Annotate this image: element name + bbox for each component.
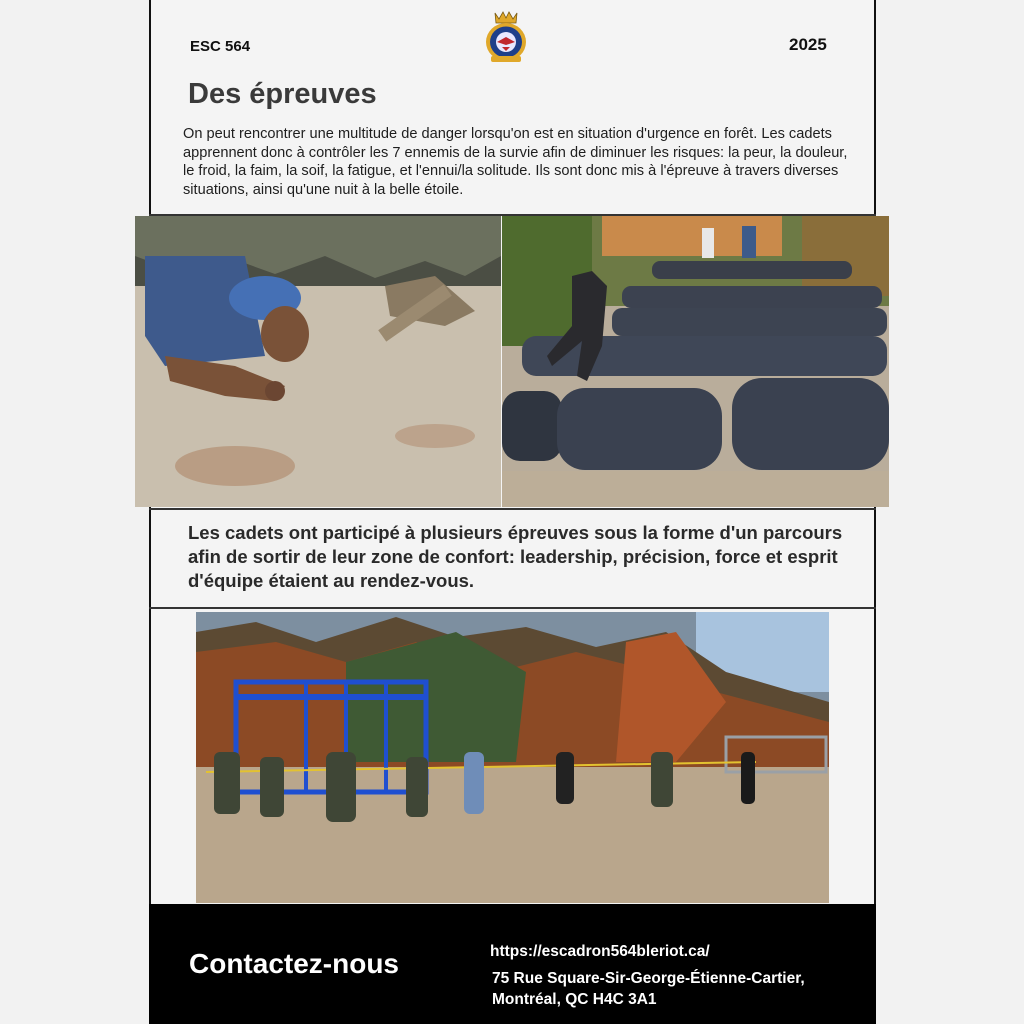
contact-heading: Contactez-nous <box>189 948 399 979</box>
address <box>492 968 862 1010</box>
contact-footer <box>149 904 876 1024</box>
year-label: 2025 <box>789 35 827 54</box>
squadron-label: ESC 564 <box>190 38 251 55</box>
caption-paragraph: Les cadets ont participé à plusieurs épreuves sous la forme d'un parcours afin de sortir de leur zone de confort: leadership, précision, force et esprit d'équipe étaient au rendez-vous. <box>188 522 843 591</box>
address-line: Montréal, QC H4C 3A1 <box>492 991 657 1008</box>
photo-crawling-cadet <box>135 216 501 507</box>
divider <box>149 607 876 609</box>
section-title: Des épreuves <box>188 78 377 110</box>
website-link[interactable]: https://escadron564bleriot.ca/ <box>490 943 710 960</box>
address-line: 75 Rue Square-Sir-George-Étienne-Cartier, <box>492 970 805 987</box>
intro-paragraph: On peut rencontrer une multitude de danger lorsqu'on est en situation d'urgence en forêt. Les cadets apprennent donc à contrôler les 7 ennemis de la survie afin de diminuer les risques: la peur, la douleur, le froid, la faim, la soif, la fatigue, et l'ennui/la solitude. Ils sont donc mis à l'épreuve à travers diverses situations, ainsi qu'une nuit à la belle étoile. <box>183 126 848 198</box>
photo-tug-of-war <box>196 612 829 903</box>
photo-tire-course <box>502 216 889 507</box>
squadron-crest-icon <box>483 9 529 65</box>
divider <box>149 508 876 510</box>
